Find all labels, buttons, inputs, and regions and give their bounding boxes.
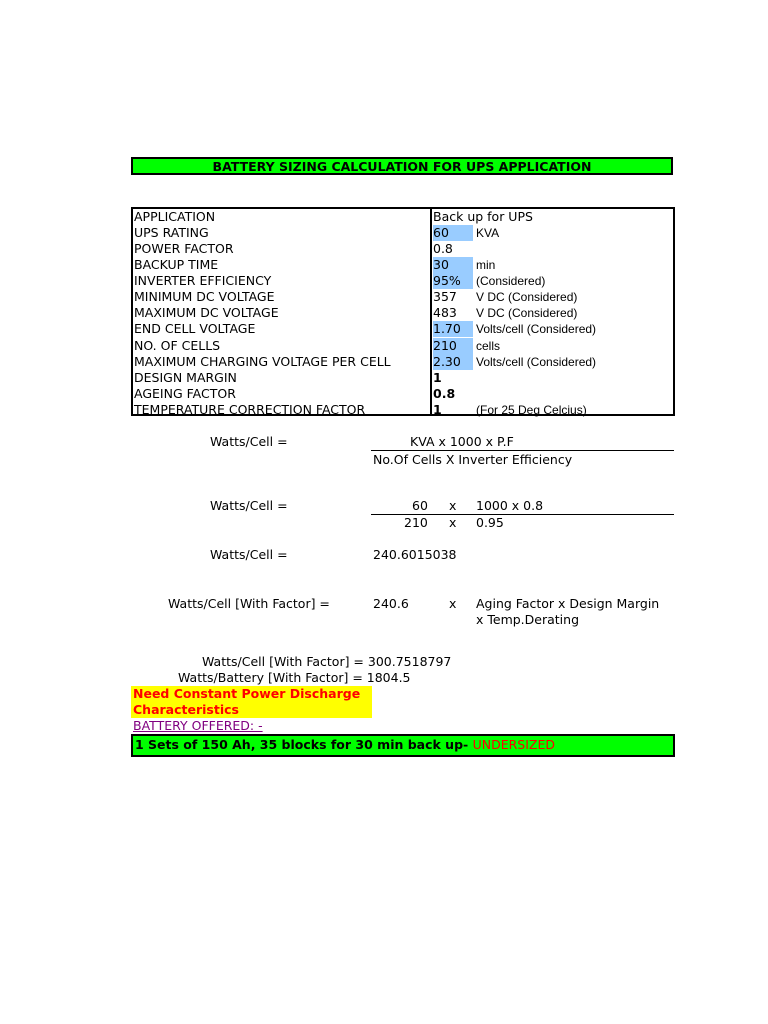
parameter-row — [134, 225, 672, 241]
note-line-1: Need Constant Power Discharge — [133, 686, 361, 701]
parameter-row — [134, 241, 672, 257]
parameter-label: DESIGN MARGIN — [134, 370, 237, 385]
parameter-label: TEMPERATURE CORRECTION FACTOR — [134, 402, 366, 417]
formula2-den-b: 0.95 — [476, 515, 504, 530]
result-watts-cell: Watts/Cell [With Factor] = 300.7518797 — [202, 654, 452, 669]
parameter-value[interactable]: 95% — [433, 273, 473, 289]
parameter-label: MAXIMUM CHARGING VOLTAGE PER CELL — [134, 354, 391, 369]
formula4-expression-2: x Temp.Derating — [476, 612, 580, 627]
parameter-value[interactable]: 30 — [433, 257, 473, 273]
parameter-label: AGEING FACTOR — [134, 386, 236, 401]
parameter-unit: cells — [476, 339, 501, 353]
result-status: UNDERSIZED — [472, 737, 555, 752]
parameter-row — [134, 402, 672, 418]
formula3-label: Watts/Cell = — [210, 547, 288, 562]
parameter-label: POWER FACTOR — [134, 241, 234, 256]
parameter-value: 483 — [433, 305, 457, 320]
formula4-x: x — [449, 596, 457, 611]
parameter-label: BACKUP TIME — [134, 257, 219, 272]
parameter-row — [134, 370, 672, 386]
formula4-value: 240.6 — [373, 596, 409, 611]
battery-offered-link[interactable]: BATTERY OFFERED: - — [133, 718, 263, 733]
parameter-value[interactable]: 210 — [433, 338, 473, 354]
parameter-row — [134, 338, 672, 354]
parameter-unit: V DC (Considered) — [476, 306, 578, 320]
parameter-label: APPLICATION — [134, 209, 216, 224]
sheet-title: BATTERY SIZING CALCULATION FOR UPS APPLICATION — [131, 157, 673, 175]
formula2-den-x: x — [449, 515, 457, 530]
parameter-label: MINIMUM DC VOLTAGE — [134, 289, 275, 304]
parameter-label: INVERTER EFFICIENCY — [134, 273, 272, 288]
parameter-row — [134, 273, 672, 289]
parameter-value: 357 — [433, 289, 457, 304]
parameter-row — [134, 209, 672, 225]
parameter-value: Back up for UPS — [433, 209, 533, 224]
parameter-value: 0.8 — [433, 241, 453, 256]
parameter-row — [134, 321, 672, 337]
formula1-numerator: KVA x 1000 x P.F — [410, 434, 514, 449]
parameter-value[interactable]: 1.70 — [433, 321, 473, 337]
parameter-row — [134, 305, 672, 321]
note-line-2: Characteristics — [133, 702, 239, 717]
parameter-row — [134, 354, 672, 370]
parameter-label: UPS RATING — [134, 225, 209, 240]
parameter-label: END CELL VOLTAGE — [134, 321, 256, 336]
parameter-row — [134, 289, 672, 305]
parameter-value: 0.8 — [433, 386, 456, 401]
parameter-unit: V DC (Considered) — [476, 290, 578, 304]
parameter-value[interactable]: 2.30 — [433, 354, 473, 370]
parameter-row — [134, 386, 672, 402]
parameter-value: 1 — [433, 402, 442, 417]
formula2-den-a: 210 — [404, 515, 428, 530]
parameter-value: 1 — [433, 370, 442, 385]
parameter-unit: (Considered) — [476, 274, 546, 288]
parameter-unit: (For 25 Deg Celcius) — [476, 403, 587, 417]
result-bar — [131, 734, 675, 757]
result-main-text: 1 Sets of 150 Ah, 35 blocks for 30 min back up- — [135, 737, 473, 752]
parameter-unit: KVA — [476, 226, 500, 240]
formula2-num-a: 60 — [412, 498, 428, 513]
constant-power-note — [131, 686, 372, 718]
parameter-row — [134, 257, 672, 273]
parameter-unit: Volts/cell (Considered) — [476, 322, 597, 336]
formula4-label: Watts/Cell [With Factor] = — [168, 596, 330, 611]
formula3-value: 240.6015038 — [373, 547, 457, 562]
formula1-denominator: No.Of Cells X Inverter Efficiency — [373, 452, 573, 467]
formula1-label: Watts/Cell = — [210, 434, 288, 449]
formula2-label: Watts/Cell = — [210, 498, 288, 513]
parameter-label: MAXIMUM DC VOLTAGE — [134, 305, 279, 320]
parameter-unit: min — [476, 258, 496, 272]
parameter-label: NO. OF CELLS — [134, 338, 221, 353]
parameter-unit: Volts/cell (Considered) — [476, 355, 597, 369]
result-watts-battery: Watts/Battery [With Factor] = 1804.5 — [178, 670, 411, 685]
formula2-num-b: 1000 x 0.8 — [476, 498, 544, 513]
formula4-expression-1: Aging Factor x Design Margin — [476, 596, 660, 611]
formula2-num-x: x — [449, 498, 457, 513]
formula1-fraction-line — [371, 450, 674, 451]
parameter-value[interactable]: 60 — [433, 225, 473, 241]
